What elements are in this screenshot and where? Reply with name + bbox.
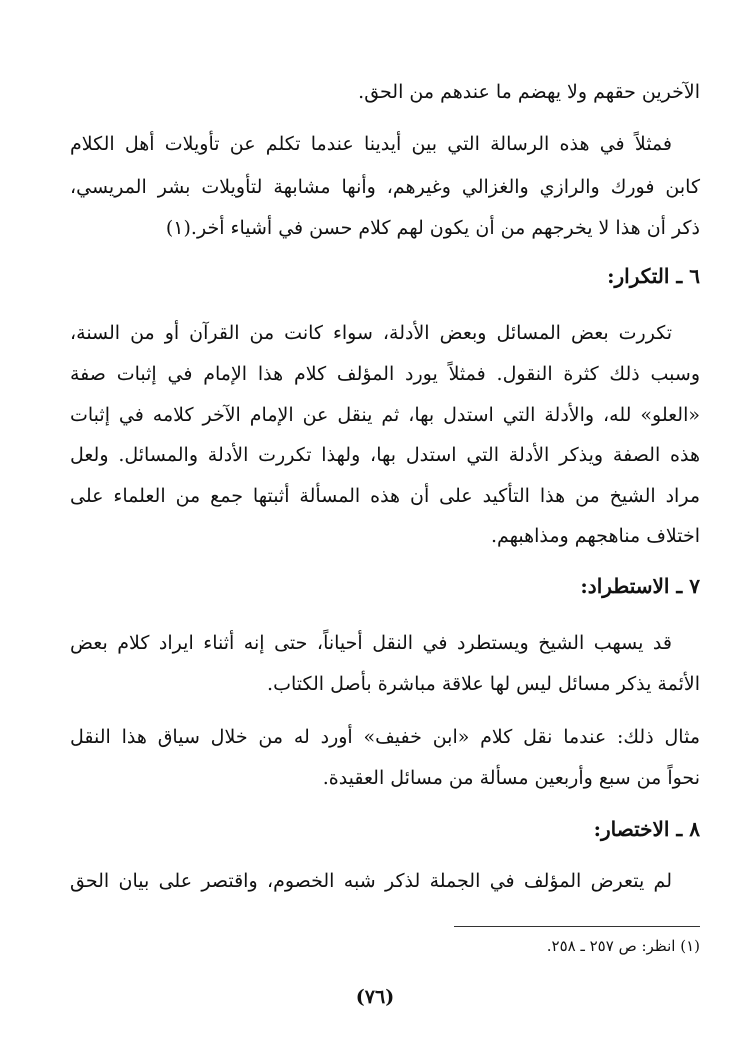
text-line: هذه الصفة ويذكر الأدلة التي استدل بها، ولهذا تكررت الأدلة والمسائل. ولعل bbox=[70, 444, 700, 466]
footnote: (١) انظر: ص ٢٥٧ ـ ٢٥٨. bbox=[546, 937, 700, 955]
text-line: كابن فورك والرازي والغزالي وغيرهم، وأنها مشابهة لتأويلات بشر المريسي، bbox=[70, 176, 700, 198]
text-line: قد يسهب الشيخ ويستطرد في النقل أحياناً، حتى إنه أثناء ايراد كلام بعض bbox=[70, 632, 672, 654]
text-line: وسبب ذلك كثرة النقول. فمثلاً يورد المؤلف كلام هذا الإمام في إثبات صفة bbox=[70, 363, 700, 385]
text-line: ذكر أن هذا لا يخرجهم من أن يكون لهم كلام حسن في أشياء أخر.(١) bbox=[165, 217, 700, 239]
text-line: مثال ذلك: عندما نقل كلام «ابن خفيف» أورد له من خلال سياق هذا النقل bbox=[70, 726, 700, 748]
text-line: اختلاف مناهجهم ومذاهبهم. bbox=[490, 525, 700, 547]
page-number: (٧٦) bbox=[355, 986, 395, 1008]
text-line: فمثلاً في هذه الرسالة التي بين أيدينا عندما تكلم عن تأويلات أهل الكلام bbox=[70, 133, 672, 155]
text-line: لم يتعرض المؤلف في الجملة لذكر شبه الخصوم، واقتصر على بيان الحق bbox=[70, 870, 672, 892]
text-line: الأئمة يذكر مسائل ليس لها علاقة مباشرة بأصل الكتاب. bbox=[267, 673, 700, 695]
text-line: «العلو» لله، والأدلة التي استدل بها، ثم ينقل عن الإمام الآخر كلامه في إثبات bbox=[70, 404, 700, 426]
footnote-divider bbox=[454, 926, 700, 927]
text-line: الآخرين حقهم ولا يهضم ما عندهم من الحق. bbox=[358, 81, 700, 103]
text-line: نحواً من سبع وأربعين مسألة من مسائل العقيدة. bbox=[322, 767, 700, 789]
text-line: مراد الشيخ من هذا التأكيد على أن هذه المسألة أثبتها جمع من العلماء على bbox=[70, 485, 700, 507]
text-line: تكررت بعض المسائل وبعض الأدلة، سواء كانت من القرآن أو من السنة، bbox=[70, 322, 672, 344]
section-heading-repetition: ٦ ـ التكرار: bbox=[607, 264, 700, 288]
page-body bbox=[70, 0, 700, 1059]
section-heading-brevity: ٨ ـ الاختصار: bbox=[593, 817, 700, 841]
section-heading-digression: ٧ ـ الاستطراد: bbox=[580, 574, 700, 598]
